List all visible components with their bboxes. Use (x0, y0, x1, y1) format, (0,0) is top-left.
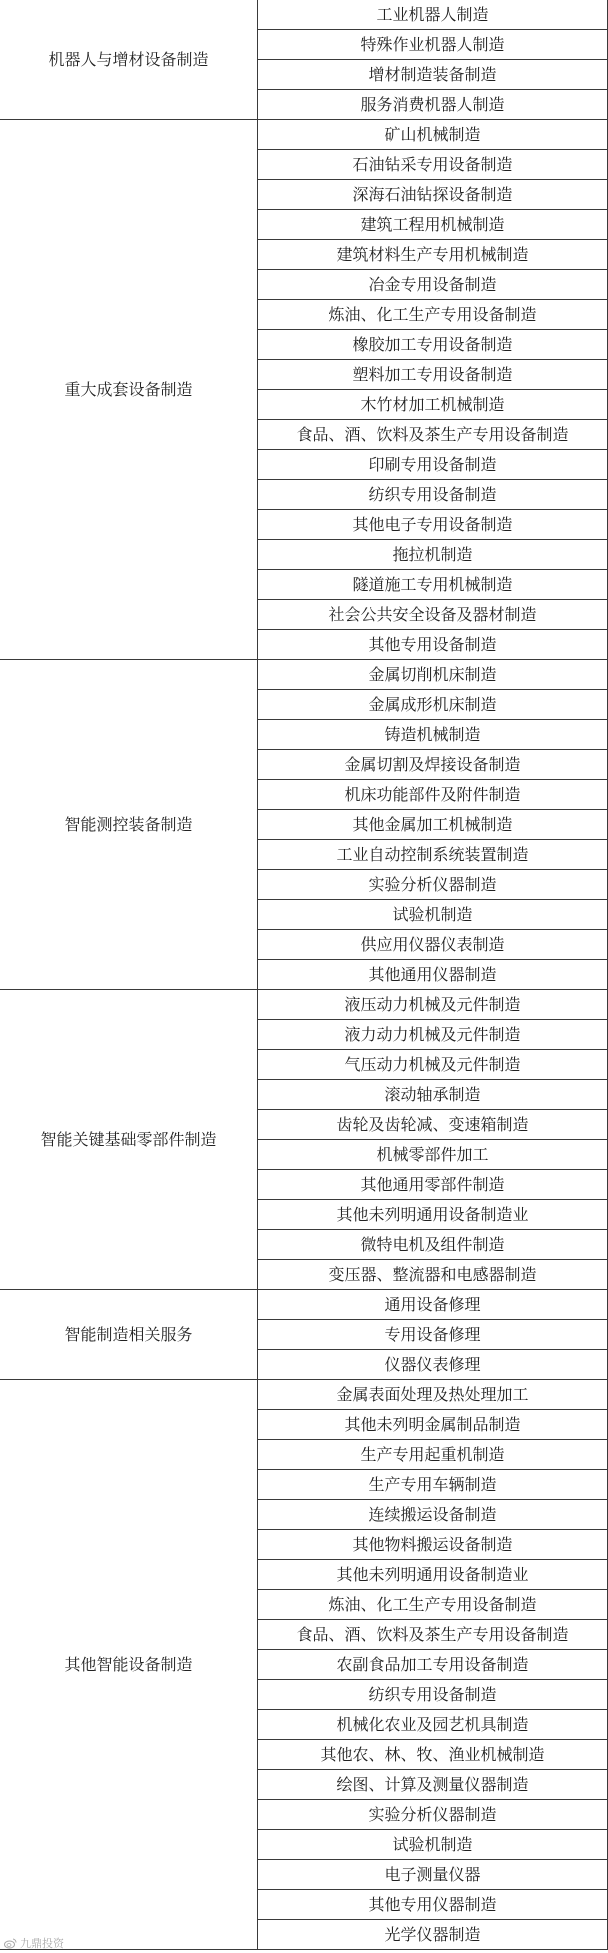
item-cell: 冶金专用设备制造 (258, 270, 608, 300)
item-cell: 气压动力机械及元件制造 (258, 1050, 608, 1080)
item-cell: 其他物料搬运设备制造 (258, 1530, 608, 1560)
item-cell: 供应用仪器仪表制造 (258, 930, 608, 960)
item-cell: 纺织专用设备制造 (258, 1680, 608, 1710)
item-cell: 其他电子专用设备制造 (258, 510, 608, 540)
item-cell: 炼油、化工生产专用设备制造 (258, 300, 608, 330)
item-cell: 光学仪器制造 (258, 1920, 608, 1950)
item-cell: 食品、酒、饮料及茶生产专用设备制造 (258, 1620, 608, 1650)
item-cell: 生产专用车辆制造 (258, 1470, 608, 1500)
item-cell: 实验分析仪器制造 (258, 1800, 608, 1830)
item-cell: 其他金属加工机械制造 (258, 810, 608, 840)
item-cell: 金属成形机床制造 (258, 690, 608, 720)
item-cell: 仪器仪表修理 (258, 1350, 608, 1380)
item-cell: 铸造机械制造 (258, 720, 608, 750)
item-cell: 其他专用设备制造 (258, 630, 608, 660)
item-cell: 金属切削机床制造 (258, 660, 608, 690)
item-cell: 橡胶加工专用设备制造 (258, 330, 608, 360)
item-cell: 深海石油钻探设备制造 (258, 180, 608, 210)
item-cell: 建筑工程用机械制造 (258, 210, 608, 240)
item-cell: 特殊作业机器人制造 (258, 30, 608, 60)
item-cell: 液力动力机械及元件制造 (258, 1020, 608, 1050)
item-cell: 其他农、林、牧、渔业机械制造 (258, 1740, 608, 1770)
group-name-cell: 智能测控装备制造 (0, 660, 258, 990)
group-name-cell: 智能关键基础零部件制造 (0, 990, 258, 1290)
group-name-cell: 重大成套设备制造 (0, 120, 258, 660)
item-cell: 隧道施工专用机械制造 (258, 570, 608, 600)
weibo-icon (4, 1938, 17, 1949)
item-cell: 液压动力机械及元件制造 (258, 990, 608, 1020)
table-row (0, 0, 608, 30)
item-cell: 纺织专用设备制造 (258, 480, 608, 510)
item-cell: 机械零部件加工 (258, 1140, 608, 1170)
item-cell: 拖拉机制造 (258, 540, 608, 570)
item-cell: 专用设备修理 (258, 1320, 608, 1350)
item-cell: 农副食品加工专用设备制造 (258, 1650, 608, 1680)
item-cell: 金属表面处理及热处理加工 (258, 1380, 608, 1410)
item-cell: 石油钻采专用设备制造 (258, 150, 608, 180)
item-cell: 通用设备修理 (258, 1290, 608, 1320)
table-row (0, 1380, 608, 1410)
group-name-cell: 智能制造相关服务 (0, 1290, 258, 1380)
item-cell: 其他通用仪器制造 (258, 960, 608, 990)
item-cell: 增材制造装备制造 (258, 60, 608, 90)
table-row (0, 120, 608, 150)
item-cell: 食品、酒、饮料及茶生产专用设备制造 (258, 420, 608, 450)
item-cell: 试验机制造 (258, 1830, 608, 1860)
item-cell: 社会公共安全设备及器材制造 (258, 600, 608, 630)
item-cell: 建筑材料生产专用机械制造 (258, 240, 608, 270)
item-cell: 金属切割及焊接设备制造 (258, 750, 608, 780)
item-cell: 其他通用零部件制造 (258, 1170, 608, 1200)
item-cell: 塑料加工专用设备制造 (258, 360, 608, 390)
watermark (4, 1935, 64, 1951)
item-cell: 实验分析仪器制造 (258, 870, 608, 900)
item-cell: 微特电机及组件制造 (258, 1230, 608, 1260)
item-cell: 机床功能部件及附件制造 (258, 780, 608, 810)
item-cell: 其他未列明金属制品制造 (258, 1410, 608, 1440)
item-cell: 电子测量仪器 (258, 1860, 608, 1890)
item-cell: 服务消费机器人制造 (258, 90, 608, 120)
item-cell: 连续搬运设备制造 (258, 1500, 608, 1530)
item-cell: 工业自动控制系统装置制造 (258, 840, 608, 870)
item-cell: 矿山机械制造 (258, 120, 608, 150)
item-cell: 工业机器人制造 (258, 0, 608, 30)
table-row (0, 660, 608, 690)
item-cell: 试验机制造 (258, 900, 608, 930)
item-cell: 木竹材加工机械制造 (258, 390, 608, 420)
item-cell: 其他未列明通用设备制造业 (258, 1200, 608, 1230)
item-cell: 齿轮及齿轮减、变速箱制造 (258, 1110, 608, 1140)
item-cell: 印刷专用设备制造 (258, 450, 608, 480)
group-name-cell: 其他智能设备制造 (0, 1380, 258, 1950)
item-cell: 其他未列明通用设备制造业 (258, 1560, 608, 1590)
watermark-text: 九鼎投资 (20, 1937, 64, 1950)
item-cell: 变压器、整流器和电感器制造 (258, 1260, 608, 1290)
item-cell: 炼油、化工生产专用设备制造 (258, 1590, 608, 1620)
item-cell: 滚动轴承制造 (258, 1080, 608, 1110)
item-cell: 其他专用仪器制造 (258, 1890, 608, 1920)
table-row (0, 990, 608, 1020)
item-cell: 机械化农业及园艺机具制造 (258, 1710, 608, 1740)
table-row (0, 1290, 608, 1320)
item-cell: 绘图、计算及测量仪器制造 (258, 1770, 608, 1800)
item-cell: 生产专用起重机制造 (258, 1440, 608, 1470)
group-name-cell: 机器人与增材设备制造 (0, 0, 258, 120)
